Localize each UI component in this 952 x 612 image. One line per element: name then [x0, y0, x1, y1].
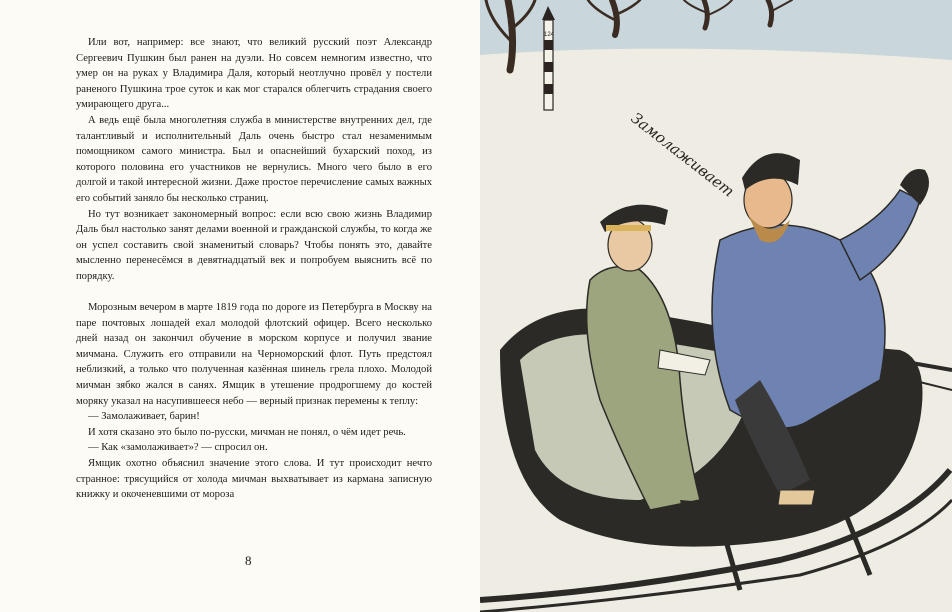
paragraph: Ямщик охотно объяснил значение этого слова. И тут происходит нечто странное: трясущийся от холода мичман выхватывает из кармана записную книжку и окоченевшими от мороза: [76, 458, 432, 501]
signpost-label: 124: [543, 32, 555, 38]
paragraph: И хотя сказано это было по-русски, мичман не понял, о чём идет речь.: [88, 426, 406, 438]
paragraph: Или вот, например: все знают, что великий русский поэт Александр Сергеевич Пушкин был ранен на дуэли. Но совсем немногим известно, что умер он на руках у Владимира Даля, который неотлучно провёл у постели раненого Пушкина трое суток и как мог старался облегчить страдания своего умирающего друга...: [76, 37, 432, 111]
speech-word: Замолаживает: [627, 108, 738, 201]
paragraph: — Замолаживает, барин!: [88, 411, 200, 423]
page-number: 8: [245, 553, 252, 568]
body-text: [76, 35, 432, 503]
signpost: [542, 6, 555, 110]
sleigh-illustration: [480, 0, 952, 612]
paragraph: — Как «замолаживает»? — спросил он.: [88, 442, 268, 454]
paragraph: Морозным вечером в марте 1819 года по дороге из Петербурга в Москву на паре почтовых лошадей ехал молодой флотский офицер. Всего несколько дней назад он закончил обучение в морском корпусе и получил звание мичмана. Служить его отправили на Черноморский флот. Путь предстоял неблизкий, а только что полученная казённая шинель грела плохо. Молодой мичман зябко жался в санях. Ямщик в утешение продрогшему до костей моряку указал на насупившееся небо — верный признак перемены к теплу:: [76, 302, 432, 407]
paragraph: Но тут возникает закономерный вопрос: если всю свою жизнь Владимир Даль был настолько занят делами военной и гражданской службы, то когда же он успел составить свой знаменитый словарь? Чтобы понять это, давайте мысленно перенесёмся в девятнадцатый век и попробуем выяснить всё по порядку.: [76, 208, 432, 282]
paragraph: А ведь ещё была многолетняя служба в министерстве внутренних дел, где талантливый и исполнительный Даль очень быстро стал незаменимым помощником самого министра. Был и опаснейший бухарский поход, из которого половина его участников не вернулись. Много чего было в его долгой и такой интересной жизни. Даже простое перечисление самых важных его событий заняло бы несколько страниц.: [76, 114, 432, 204]
